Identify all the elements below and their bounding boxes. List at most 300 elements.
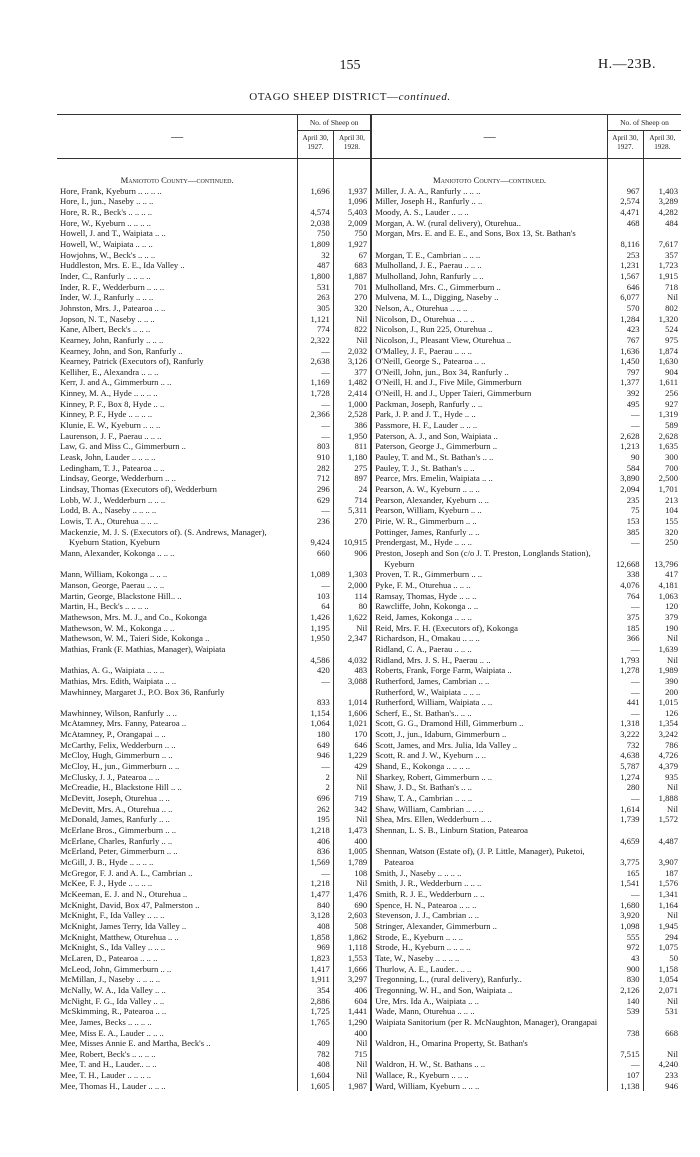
left-owner-name: Martin, George, Blackstone Hill.. .. <box>60 590 182 601</box>
left-sheep-1927: 1,417 <box>298 964 334 975</box>
left-owner-name: Mee, James, Becks .. .. .. .. <box>60 1016 152 1027</box>
right-sheep-1928: Nil <box>643 633 681 644</box>
left-sheep-1928: 1,000 <box>333 399 371 410</box>
table-row <box>57 250 681 261</box>
table-row <box>57 718 681 729</box>
left-sheep-1927: 840 <box>298 900 334 911</box>
left-owner-name: Mee, Miss E. A., Lauder .. .. .. <box>60 1027 164 1038</box>
left-sheep-1928: Nil <box>333 335 371 346</box>
left-sheep-1928: 1,476 <box>333 889 371 900</box>
right-owner-name: Nicolson, D., Oturehua .. .. .. <box>371 314 607 325</box>
left-owner-name: Lodd, B. A., Naseby .. .. .. .. <box>60 505 157 516</box>
right-sheep-1927: 1,231 <box>607 260 643 271</box>
right-sheep-1928: 718 <box>643 282 681 293</box>
left-sheep-1928: 386 <box>333 420 371 431</box>
left-owner-name: McErlane Bros., Gimmerburn .. .. <box>60 825 176 836</box>
table-row <box>57 633 681 644</box>
left-sheep-1928: Nil <box>333 623 371 634</box>
right-owner-name: Stringer, Alexander, Gimmerburn .. <box>371 921 607 932</box>
table-row <box>57 271 681 282</box>
table-row <box>57 985 681 996</box>
right-sheep-1928: 935 <box>643 772 681 783</box>
right-owner-name: Sharkey, Robert, Gimmerburn .. .. <box>371 772 607 783</box>
left-sheep-1927: 774 <box>298 324 334 335</box>
left-col-1928-header: April 30, 1928. <box>333 131 371 159</box>
left-sheep-1928: 10,915 <box>333 527 371 548</box>
table-row <box>57 591 681 602</box>
table-row <box>57 782 681 793</box>
left-owner-name: Mee, T. and H., Lauder.. .. .. <box>60 1059 157 1070</box>
right-sheep-1927: 385 <box>607 527 643 538</box>
table-row <box>57 953 681 964</box>
left-owner-name: Mathias, A. G., Waipiata .. .. .. <box>60 665 165 676</box>
right-owner-name: Nicolson, J., Pleasant View, Oturehua .. <box>371 335 607 346</box>
left-owner-name: Inder, R. F., Wedderburn .. .. .. <box>60 281 165 292</box>
left-sheep-1928: 701 <box>333 282 371 293</box>
right-owner-name: Ure, Mrs. Ida A., Waipiata .. .. <box>371 996 607 1007</box>
left-owner-name: Kinney, P. F., Hyde .. .. .. .. <box>60 409 153 420</box>
right-sheep-1927: 441 <box>607 697 643 708</box>
left-sheep-1927: 236 <box>298 516 334 527</box>
right-sheep-1928: 2,500 <box>643 473 681 484</box>
right-sheep-1928: 1,576 <box>643 878 681 889</box>
right-owner-name: Ramsay, Thomas, Hyde .. .. .. <box>371 591 607 602</box>
table-row <box>57 729 681 740</box>
left-sheep-1927: 1,477 <box>298 889 334 900</box>
right-owner-name: Pauley, T. J., St. Bathan's .. .. <box>371 463 607 474</box>
left-owner-name: Inder, C., Ranfurly .. .. .. .. <box>60 270 151 281</box>
left-owner-name: Howell, W., Waipiata .. .. .. <box>60 238 153 249</box>
left-sheep-1928: 1,987 <box>333 1081 371 1092</box>
right-sheep-1928: 233 <box>643 1070 681 1081</box>
left-owner-name: Howell, J. and T., Waipiata .. .. <box>60 228 166 239</box>
table-row <box>57 473 681 484</box>
left-owner-name: Mathewson, W. M., Taieri Side, Kokonga .. <box>60 633 210 644</box>
right-owner-name: O'Neill, H. and J., Upper Taieri, Gimmerburn <box>371 388 607 399</box>
right-sheep-1927: 4,638 <box>607 750 643 761</box>
right-sheep-1927: 555 <box>607 932 643 943</box>
left-sheep-1927: 354 <box>298 985 334 996</box>
right-sheep-1927: 584 <box>607 463 643 474</box>
left-sheep-1928: 1,937 <box>333 186 371 197</box>
table-row <box>57 868 681 879</box>
right-sheep-1927: 6,077 <box>607 292 643 303</box>
left-sheep-1927: 1,696 <box>298 186 334 197</box>
left-owner-name: McGregor, F. J. and A. L., Cambrian .. <box>60 867 193 878</box>
right-owner-name: Smith, R. J. E., Wedderburn .. .. <box>371 889 607 900</box>
left-sheep-1928: 750 <box>333 228 371 239</box>
right-sheep-1928: Nil <box>643 782 681 793</box>
right-owner-name: Ridland, C. A., Paerau .. .. .. <box>371 644 607 655</box>
left-sheep-1928: 1,180 <box>333 452 371 463</box>
left-sheep-1928: 683 <box>333 260 371 271</box>
table-row <box>57 1017 681 1028</box>
left-sheep-1927: 1,195 <box>298 623 334 634</box>
table-row <box>57 687 681 698</box>
right-sheep-1927: 12,668 <box>607 548 643 569</box>
left-sheep-1927: 1,765 <box>298 1017 334 1028</box>
left-owner-name: Mathias, Frank (F. Mathias, Manager), Waipiata <box>60 643 226 654</box>
right-sheep-1928: 531 <box>643 1006 681 1017</box>
left-owner-name: Mawhinney, Margaret J., P.O. Box 36, Ranfurly <box>60 686 225 697</box>
left-sheep-1927: 836 <box>298 846 334 857</box>
left-sheep-1927: 2,366 <box>298 409 334 420</box>
right-sheep-1927: 366 <box>607 633 643 644</box>
right-sheep-1927: — <box>607 1059 643 1070</box>
left-owner-name: McDonald, James, Ranfurly .. .. <box>60 814 170 825</box>
table-row <box>57 900 681 911</box>
right-sheep-1928: Nil <box>643 804 681 815</box>
left-sheep-1927: 1,823 <box>298 953 334 964</box>
right-sheep-1928: 1,075 <box>643 942 681 953</box>
right-sheep-1928: 1,630 <box>643 356 681 367</box>
right-owner-name: Shaw, T. A., Cambrian .. .. .. <box>371 793 607 804</box>
right-sheep-1928: 1,572 <box>643 814 681 825</box>
left-owner-name: McGill, J. B., Hyde .. .. .. .. <box>60 857 154 867</box>
left-sheep-1927: 64 <box>298 601 334 612</box>
right-sheep-1927: 797 <box>607 367 643 378</box>
right-sheep-1927: 1,377 <box>607 377 643 388</box>
left-sheep-1927: — <box>298 346 334 357</box>
right-sheep-1928: 294 <box>643 932 681 943</box>
right-sheep-1928: 1,639 <box>643 644 681 655</box>
left-sheep-1927: 2,886 <box>298 996 334 1007</box>
right-sheep-1928: 1,635 <box>643 441 681 452</box>
left-sheep-1928: 646 <box>333 740 371 751</box>
table-row <box>57 623 681 634</box>
right-sheep-1927: 1,793 <box>607 655 643 666</box>
right-owner-name: Passmore, H. F., Lauder .. .. .. <box>371 420 607 431</box>
table-row <box>57 644 681 655</box>
left-sheep-1928: 67 <box>333 250 371 261</box>
left-sheep-1928: 897 <box>333 473 371 484</box>
left-owner-name: Hore, R. R., Beck's .. .. .. .. <box>60 206 153 217</box>
left-sheep-1927: 750 <box>298 228 334 239</box>
table-row <box>57 1038 681 1049</box>
right-owner-name: O'Malley, J. F., Paerau .. .. .. <box>371 346 607 357</box>
right-sheep-1928: 700 <box>643 463 681 474</box>
left-sheep-1927: 531 <box>298 282 334 293</box>
right-owner-name: Rutherford, W., Waipiata .. .. .. <box>371 687 607 698</box>
right-owner-name: Paterson, George J., Gimmerburn .. <box>371 441 607 452</box>
left-sheep-1927: 1,604 <box>298 1070 334 1081</box>
left-col-1927-header: April 30, 1927. <box>298 131 334 159</box>
right-sheep-1927: 2,126 <box>607 985 643 996</box>
left-owner-name: McDevitt, Mrs. A., Oturehua .. .. <box>60 803 173 814</box>
right-owner-name: Spence, H. N., Patearoa .. .. .. <box>371 900 607 911</box>
right-sheep-1927: 972 <box>607 942 643 953</box>
right-sheep-1927: 539 <box>607 1006 643 1017</box>
right-sheep-1927: 1,739 <box>607 814 643 825</box>
left-sheep-1928: 1,014 <box>333 687 371 708</box>
table-row <box>57 612 681 623</box>
left-sheep-1927: 487 <box>298 260 334 271</box>
left-sheep-1927: 32 <box>298 250 334 261</box>
right-sheep-1927: 732 <box>607 740 643 751</box>
right-sheep-1927: — <box>607 889 643 900</box>
left-sheep-1928: Nil <box>333 1070 371 1081</box>
right-sheep-1928: Nil <box>643 655 681 666</box>
left-owner-name: McMillan, J., Naseby .. .. .. .. <box>60 974 161 985</box>
left-sheep-1928: 114 <box>333 591 371 602</box>
sheep-table-wrapper <box>57 114 681 1091</box>
right-owner-name: Shennan, Watson (Estate of), (J. P. Little, Manager), Puketoi, Patearoa <box>371 846 607 867</box>
left-sheep-1928: 811 <box>333 441 371 452</box>
table-row <box>57 441 681 452</box>
left-sheep-1927: 4,574 <box>298 207 334 218</box>
left-sheep-1927: — <box>298 580 334 591</box>
left-sheep-1928: 690 <box>333 900 371 911</box>
right-sheep-1927: 1,541 <box>607 878 643 889</box>
left-owner-name: Mee, Thomas H., Lauder .. .. .. <box>60 1080 166 1091</box>
table-row <box>57 516 681 527</box>
left-sheep-1927: 649 <box>298 740 334 751</box>
table-row <box>57 1059 681 1070</box>
left-sheep-1928: 604 <box>333 996 371 1007</box>
sheep-owners-table <box>57 114 681 1091</box>
left-sheep-1927: 2,638 <box>298 356 334 367</box>
left-sheep-1928: 4,032 <box>333 644 371 665</box>
left-sheep-1928: Nil <box>333 878 371 889</box>
right-sheep-1927: 90 <box>607 452 643 463</box>
table-row <box>57 218 681 229</box>
left-sheep-1928: 715 <box>333 1049 371 1060</box>
right-sheep-1927: 830 <box>607 974 643 985</box>
left-sheep-1927: 2 <box>298 782 334 793</box>
left-owner-name: Howjohns, W., Beck's .. .. .. <box>60 249 156 260</box>
right-sheep-1927: — <box>607 601 643 612</box>
right-sheep-1928: 4,181 <box>643 580 681 591</box>
left-sheep-1927: 262 <box>298 804 334 815</box>
left-sheep-1927: 103 <box>298 591 334 602</box>
right-sheep-1928: 104 <box>643 505 681 516</box>
right-sheep-1928: 2,628 <box>643 431 681 442</box>
right-sheep-1927: 1,138 <box>607 1081 643 1092</box>
right-owner-name: Packman, Joseph, Ranfurly .. .. <box>371 399 607 410</box>
left-sheep-1928: 5,403 <box>333 207 371 218</box>
table-row <box>57 282 681 293</box>
left-sheep-1927: 969 <box>298 942 334 953</box>
right-sheep-1928: 126 <box>643 708 681 719</box>
right-sheep-1928: 1,701 <box>643 484 681 495</box>
left-owner-name: McKeeman, E. J. and N., Oturehua .. <box>60 888 188 899</box>
table-row <box>57 292 681 303</box>
left-sheep-1927: 1,911 <box>298 974 334 985</box>
right-sheep-1927: 5,787 <box>607 761 643 772</box>
right-sheep-1928: 250 <box>643 537 681 548</box>
right-owner-name: Thurlow, A. E., Lauder.. .. .. <box>371 964 607 975</box>
right-sheep-1927: 738 <box>607 1017 643 1038</box>
left-owner-name: Kearney, John, Ranfurly .. .. .. <box>60 334 164 345</box>
left-sheep-1927: 1,728 <box>298 388 334 399</box>
right-owner-name: Reid, Mrs. F. H. (Executors of), Kokonga <box>371 623 607 634</box>
left-owner-name: Lindsay, Thomas (Executors of), Wedderburn <box>60 484 217 495</box>
left-sheep-1928: Nil <box>333 1038 371 1049</box>
left-sheep-1927: 9,424 <box>298 527 334 548</box>
right-sheep-1927: 75 <box>607 505 643 516</box>
right-county-heading-text: Maniototo County—continued. <box>433 175 547 185</box>
right-sheep-1927: 392 <box>607 388 643 399</box>
table-row <box>57 964 681 975</box>
right-owner-name: Mulholland, J. E., Paerau .. .. .. <box>371 260 607 271</box>
left-sheep-1927: — <box>298 505 334 516</box>
right-owner-name: O'Neill, John, jun., Box 34, Ranfurly .. <box>371 367 607 378</box>
right-sheep-1928: 975 <box>643 335 681 346</box>
table-row <box>57 260 681 271</box>
table-row <box>57 367 681 378</box>
right-owner-name: Mulvena, M. L., Digging, Naseby .. <box>371 292 607 303</box>
left-owner-name: Mackenzie, M. J. S. (Executors of). (S. Andrews, Manager), Kyeburn Station, Kyeburn <box>60 526 267 548</box>
left-owner-name: McKnight, F., Ida Valley .. .. .. <box>60 910 165 921</box>
right-sheep-1927: 185 <box>607 623 643 634</box>
right-sheep-1928: 379 <box>643 612 681 623</box>
right-sheep-1928: 120 <box>643 601 681 612</box>
left-sheep-1927: 1,605 <box>298 1081 334 1092</box>
table-row <box>57 889 681 900</box>
table-row <box>57 452 681 463</box>
right-owner-name: Preston, Joseph and Son (c/o J. T. Preston, Longlands Station), Kyeburn <box>371 548 607 569</box>
right-sheep-1927: 967 <box>607 186 643 197</box>
left-owner-name: Mee, T. H., Lauder .. .. .. .. <box>60 1070 152 1081</box>
left-sheep-1928: 508 <box>333 921 371 932</box>
right-sheep-1928: 7,617 <box>643 228 681 249</box>
right-sheep-1928: 1,164 <box>643 900 681 911</box>
right-sheep-1928: 1,054 <box>643 974 681 985</box>
left-owner-name: McErlane, Charles, Ranfurly .. .. <box>60 835 173 846</box>
right-owner-name: Pearson, A. W., Kyeburn .. .. .. <box>371 484 607 495</box>
table-row <box>57 346 681 357</box>
left-owner-name: McCloy, H., jun., Gimmerburn .. .. <box>60 761 180 772</box>
right-sheep-1928: 1,915 <box>643 271 681 282</box>
left-sheep-1928: 5,311 <box>333 505 371 516</box>
right-sheep-1927: 646 <box>607 282 643 293</box>
table-row <box>57 825 681 836</box>
left-sheep-1928: 1,553 <box>333 953 371 964</box>
right-sheep-1928: 1,063 <box>643 591 681 602</box>
right-sheep-1927: 2,628 <box>607 431 643 442</box>
left-owner-name: Mee, Misses Annie E. and Martha, Beck's .. <box>60 1038 211 1049</box>
right-sheep-1927: 1,098 <box>607 921 643 932</box>
right-owner-name: Shand, E., Kokonga .. .. .. .. <box>371 761 607 772</box>
right-owner-name: Pirie, W. R., Gimmerburn .. .. <box>371 516 607 527</box>
left-sheep-1928: 1,887 <box>333 271 371 282</box>
left-sheep-1928: 342 <box>333 804 371 815</box>
left-sheep-1927: 1,218 <box>298 825 334 836</box>
right-sheep-1928: 1,158 <box>643 964 681 975</box>
left-sheep-1927: 1,154 <box>298 708 334 719</box>
right-sheep-1927: 3,920 <box>607 910 643 921</box>
table-row <box>57 761 681 772</box>
right-owner-name: O'Neill, George S., Patearoa .. .. <box>371 356 607 367</box>
table-row <box>57 207 681 218</box>
right-owner-name: Moody, A. S., Lauder .. .. .. <box>371 207 607 218</box>
table-row <box>57 932 681 943</box>
right-owner-name: Miller, J. A. A., Ranfurly .. .. .. <box>371 186 607 197</box>
right-owner-name: Strode, E., Kyeburn .. .. .. <box>371 932 607 943</box>
right-sheep-1927: 1,284 <box>607 314 643 325</box>
left-owner-name: Lindsay, George, Wedderburn .. .. <box>60 473 176 484</box>
right-sheep-1927: 1,450 <box>607 356 643 367</box>
right-sheep-1928: 1,354 <box>643 718 681 729</box>
left-sheep-1928: 3,126 <box>333 356 371 367</box>
left-owner-name: McKee, F. J., Hyde .. .. .. .. <box>60 878 153 889</box>
left-owner-name: Mann, William, Kokonga .. .. .. <box>60 569 168 580</box>
left-sheep-1928: 1,290 <box>333 1017 371 1028</box>
left-owner-name: McAtamney, Mrs. Fanny, Patearoa .. <box>60 718 187 729</box>
right-sheep-1928: 417 <box>643 569 681 580</box>
left-county-heading-text: Maniototo County—continued. <box>120 175 234 185</box>
right-owner-name: Shea, Mrs. Ellen, Wedderburn .. .. <box>371 814 607 825</box>
right-owner-name: Morgan, A. W. (rural delivery), Oturehua.. <box>371 218 607 229</box>
left-sheep-1928: 320 <box>333 303 371 314</box>
table-row <box>57 484 681 495</box>
right-owner-name: Pearson, William, Kyeburn .. .. <box>371 505 607 516</box>
right-owner-name: Ward, William, Kyeburn .. .. .. <box>371 1081 607 1092</box>
left-owner-name: Kearney, Patrick (Executors of), Ranfurly <box>60 356 204 367</box>
right-sheep-1927: 1,213 <box>607 441 643 452</box>
title-continued: continued. <box>398 91 451 103</box>
table-row <box>57 495 681 506</box>
right-sheep-1928: 1,403 <box>643 186 681 197</box>
right-sheep-1927: 280 <box>607 782 643 793</box>
right-sheep-1928: 213 <box>643 495 681 506</box>
left-owner-name: McNight, F. G., Ida Valley .. .. <box>60 995 165 1006</box>
left-sheep-1928: 406 <box>333 985 371 996</box>
table-row <box>57 942 681 953</box>
left-sheep-1927: 1,218 <box>298 878 334 889</box>
left-owner-name: Kerr, J. and A., Gimmerburn .. .. <box>60 377 172 388</box>
document-reference: H.—23B. <box>598 57 656 72</box>
table-row <box>57 420 681 431</box>
right-sheep-1927: 495 <box>607 399 643 410</box>
left-owner-name: Manson, George, Paerau .. .. .. <box>60 579 165 590</box>
left-sheep-1927: 910 <box>298 452 334 463</box>
table-row <box>57 303 681 314</box>
table-row <box>57 409 681 420</box>
right-sheep-1928: 200 <box>643 687 681 698</box>
left-owner-name: Klunie, E. W., Kyeburn .. .. .. <box>60 420 161 431</box>
right-sheep-1928: 4,726 <box>643 750 681 761</box>
right-name-header: — <box>371 115 607 159</box>
table-row <box>57 910 681 921</box>
table-row <box>57 399 681 410</box>
left-owner-name: Jopson, N. T., Naseby .. .. .. <box>60 313 155 324</box>
right-sheep-1928: 1,611 <box>643 377 681 388</box>
left-sheep-1928: 1,303 <box>333 569 371 580</box>
table-row <box>57 324 681 335</box>
left-sheep-1927: 1,800 <box>298 271 334 282</box>
left-sheep-1928: 429 <box>333 761 371 772</box>
right-owner-name: Mulholland, John, Ranfurly .. .. <box>371 271 607 282</box>
right-sheep-1928: 320 <box>643 527 681 538</box>
right-sheep-1928: 4,487 <box>643 825 681 846</box>
right-sheep-1927: 165 <box>607 868 643 879</box>
table-row <box>57 580 681 591</box>
right-sheep-1927: 1,567 <box>607 271 643 282</box>
right-sheep-1927: 423 <box>607 324 643 335</box>
right-sheep-1927: 7,515 <box>607 1038 643 1059</box>
left-owner-name: McAtamney, P., Orangapai .. .. <box>60 729 166 740</box>
left-sheep-1927: 420 <box>298 665 334 676</box>
left-owner-name: Law, G. and Miss C., Gimmerburn .. <box>60 441 186 452</box>
right-owner-name: Tate, W., Naseby .. .. .. .. <box>371 953 607 964</box>
right-sheep-1927: 375 <box>607 612 643 623</box>
right-sheep-1928: 1,989 <box>643 665 681 676</box>
left-sheep-1927: 296 <box>298 484 334 495</box>
left-sheep-1928: 1,096 <box>333 196 371 207</box>
left-sheep-1928: 1,473 <box>333 825 371 836</box>
left-sheep-1928: 1,666 <box>333 964 371 975</box>
